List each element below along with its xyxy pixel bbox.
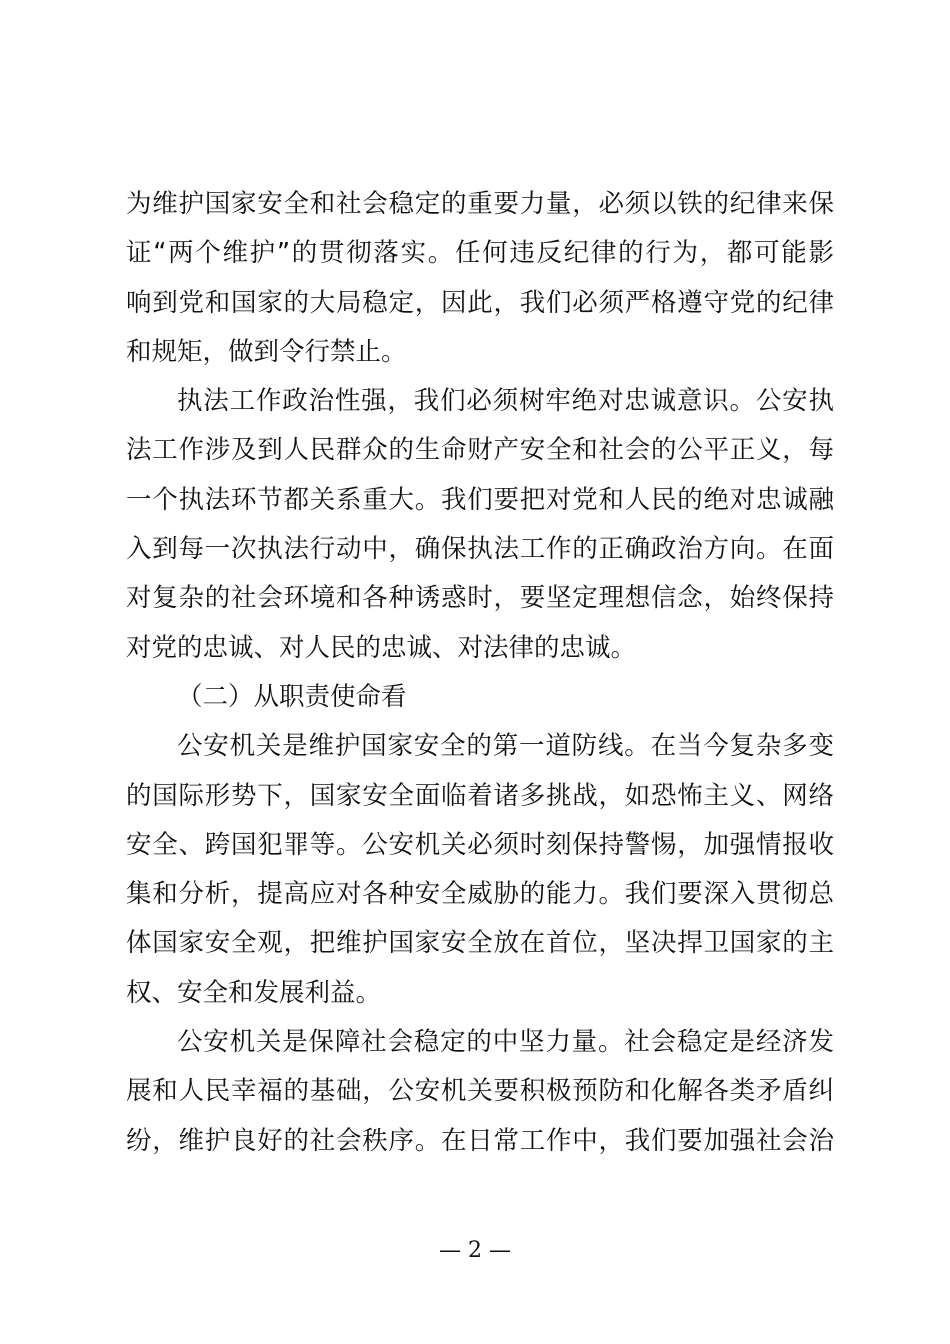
text-line: 展和人民幸福的基础，公安机关要积极预防和化解各类矛盾纠 xyxy=(126,1076,834,1107)
text-line: 证“两个维护”的贯彻落实。任何违反纪律的行为，都可能影 xyxy=(126,238,834,269)
text-line: 对党的忠诚、对人民的忠诚、对法律的忠诚。 xyxy=(126,632,637,663)
page-number: — 2 — xyxy=(439,1238,511,1263)
text-line: 权、安全和发展利益。 xyxy=(126,977,382,1008)
text-line: 入到每一次执法行动中，确保执法工作的正确政治方向。在面 xyxy=(126,534,834,565)
text-line: 和规矩，做到令行禁止。 xyxy=(126,336,407,367)
text-line: 一个执法环节都关系重大。我们要把对党和人民的绝对忠诚融 xyxy=(126,484,834,515)
body-text xyxy=(126,180,834,1166)
text-line: 为维护国家安全和社会稳定的重要力量，必须以铁的纪律来保 xyxy=(126,189,834,219)
text-line: 集和分析，提高应对各种安全威胁的能力。我们要深入贯彻总 xyxy=(126,879,834,910)
text-line: 对复杂的社会环境和各种诱惑时，要坚定理想信念，始终保持 xyxy=(126,583,834,614)
text-line: 法工作涉及到人民群众的生命财产安全和社会的公平正义，每 xyxy=(126,435,834,466)
text-line: 体国家安全观，把维护国家安全放在首位，坚决捍卫国家的主 xyxy=(126,928,834,959)
text-line: 纷，维护良好的社会秩序。在日常工作中，我们要加强社会治 xyxy=(126,1125,834,1156)
paragraph-first-line: 公安机关是维护国家安全的第一道防线。在当今复杂多变 xyxy=(177,731,834,762)
text-line: 的国际形势下，国家安全面临着诸多挑战，如恐怖主义、网络 xyxy=(126,780,834,811)
text-line: 响到党和国家的大局稳定，因此，我们必须严格遵守党的纪律 xyxy=(126,287,834,318)
paragraph-first-line: 执法工作政治性强，我们必须树牢绝对忠诚意识。公安执 xyxy=(177,386,834,417)
paragraph-first-line: 公安机关是保障社会稳定的中坚力量。社会稳定是经济发 xyxy=(177,1027,834,1058)
section-heading: （二）从职责使命看 xyxy=(177,681,407,712)
text-line: 安全、跨国犯罪等。公安机关必须时刻保持警惕，加强情报收 xyxy=(126,829,834,860)
